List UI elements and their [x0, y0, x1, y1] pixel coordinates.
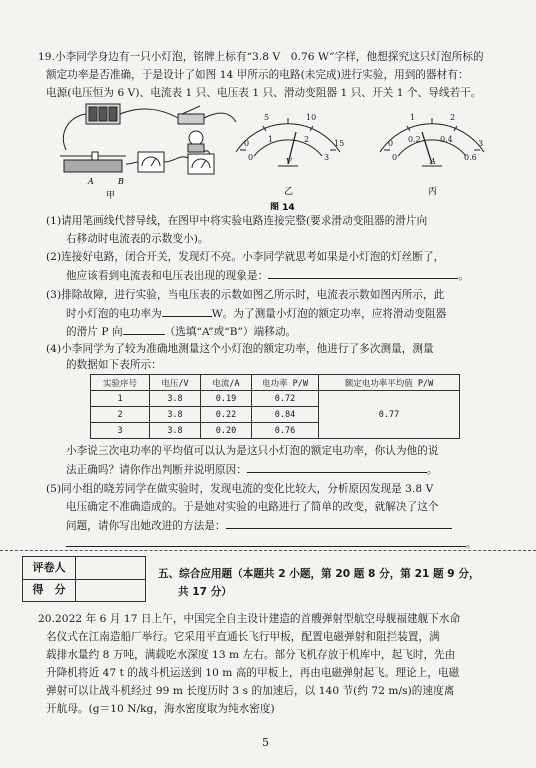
answer-blank-improvement-2[interactable]: [66, 536, 466, 547]
voltmeter-tick-1: 1: [268, 135, 274, 144]
table-cell: 2: [91, 407, 150, 423]
section-5-title-line-2: 共 17 分）: [178, 586, 232, 598]
q19-sub1-line-2: 右移动时电流表的示数变小)。: [66, 233, 209, 245]
q19-sub2-line-1: (2)连接好电路，闭合开关，发现灯不亮。小李同学就思考如果是小灯泡的灯丝断了，: [46, 251, 445, 263]
q19-after-table-line-2: 法正确吗？请你作出判断并说明原因： 。: [66, 464, 438, 476]
table-cell: 0.84: [252, 407, 319, 423]
terminal-b-label: B: [118, 177, 124, 186]
q19-sub3-power-prompt: 时小灯泡的电功率为: [66, 308, 162, 320]
voltmeter-zero-inner: 0: [248, 153, 254, 162]
ammeter-tick-1: 1: [410, 113, 416, 122]
table-header: 电流/A: [201, 375, 252, 391]
q19-line-1: 19.小李同学身边有一只小灯泡，铭牌上标有“3.8 V 0.76 W”字样，他想探究这只灯泡所标的: [38, 51, 484, 63]
figure-caption: 图 14: [270, 203, 295, 210]
q19-sub3-line-2: [66, 306, 446, 321]
table-cell: 0.76: [252, 423, 319, 439]
figure-label-jia: 甲: [106, 191, 116, 201]
figure-label-bing: 丙: [428, 187, 438, 197]
ammeter-tick-2: 2: [450, 113, 456, 122]
q19-sub5-line-3: [66, 518, 452, 533]
table-cell: 0.20: [201, 423, 252, 439]
q19-sub4-line-2: 的数据如下表所示：: [66, 359, 162, 371]
q20-line-3: 载排水量约 8 万吨，满载吃水深度 13 m 左右。部分飞机存放于机库中，起飞时，先由: [46, 649, 456, 661]
q19-sub4-line-1: (4)小李同学为了较为准确地测量这个小灯泡的额定功率，他进行了多次测量，测量: [46, 343, 434, 355]
table-cell: 0.72: [252, 391, 319, 407]
q19-sub2-line-2: 他应该看到电流表和电压表出现的现象是： 。: [66, 270, 469, 282]
figure-label-yi: 乙: [284, 187, 294, 197]
q20-line-4: 升降机将近 47 t 的战斗机运送到 10 m 高的甲板上，再由电磁弹射起飞。理论上，电磁: [46, 667, 460, 679]
score-box: [22, 556, 146, 602]
q19-sub5-prompt: 问题，请你写出她改进的方法是：: [66, 520, 226, 532]
q19-after-table-line-1: 小李说三次电功率的平均值可以认为是这只小灯泡的额定电功率，你认为他的说: [66, 445, 439, 457]
table-cell: 3.8: [150, 391, 201, 407]
q20-line-1: 20.2022 年 6 月 17 日上午，中国完全自主设计建造的首艘弹射型航空母舰福建舰下水命: [38, 613, 461, 625]
voltmeter-max-15: 15: [334, 139, 345, 148]
q19-sub3-slider-prompt: 的滑片 P 向: [66, 326, 123, 338]
grader-label: 评卷人: [23, 557, 76, 579]
ammeter-tick-0.4: 0.4: [440, 135, 453, 144]
ammeter-zero-inner: 0: [392, 153, 398, 162]
answer-blank-improvement-1[interactable]: [226, 518, 452, 529]
q19-sub2-prompt: 他应该看到电流表和电压表出现的现象是：: [66, 270, 269, 282]
table-header: 电压/V: [150, 375, 201, 391]
q19-sub3-line-3: [66, 324, 296, 339]
ammeter-unit: A: [430, 157, 436, 166]
voltmeter-unit: V: [286, 157, 292, 166]
q19-sub1-line-1: (1)请用笔画线代替导线，在图甲中将实验电路连接完整(要求滑动变阻器的滑片向: [46, 215, 428, 227]
table-cell: 1: [91, 391, 150, 407]
ammeter-max-0.6: 0.6: [464, 153, 477, 162]
q19-sub5-line-1: (5)同小组的晓芳同学在做实验时，发现电流的变化比较大，分析原因发现是 3.8 V: [46, 483, 434, 495]
q19-sub5-line-4: 。: [66, 536, 477, 551]
table-header: 实验序号: [91, 375, 150, 391]
q19-sub3-line-1: (3)排除故障，进行实验，当电压表的示数如图乙所示时，电流表示数如图丙所示，此: [46, 289, 445, 301]
section-5-title-line-1: 五、综合应用题（本题共 2 小题，第 20 题 8 分，第 21 题 9 分，: [158, 568, 480, 580]
table-cell: 3.8: [150, 407, 201, 423]
q19-line-3: 电源(电压恒为 6 V)、电流表 1 只、电压表 1 只、滑动变阻器 1 只、开关 1 个、导线若干。: [46, 87, 482, 99]
terminal-a-label: A: [88, 177, 94, 186]
answer-blank-sub2[interactable]: [268, 268, 458, 279]
ammeter-max-3: 3: [478, 139, 484, 148]
voltmeter-zero-outer: 0: [244, 139, 250, 148]
score-row-score: [23, 579, 145, 601]
ammeter-zero-outer: 0: [388, 139, 394, 148]
table-header: 电功率 P/W: [252, 375, 319, 391]
voltmeter-tick-10: 10: [306, 113, 317, 122]
voltmeter-tick-5: 5: [264, 113, 270, 122]
q20-line-6: 开航母。(g＝10 N/kg，海水密度取为纯水密度): [46, 703, 275, 715]
table-header: 额定电功率平均值 P/W: [319, 375, 460, 391]
table-cell: 3.8: [150, 423, 201, 439]
score-row-grader: [23, 557, 145, 580]
page-number: 5: [262, 736, 269, 749]
score-label: 得 分: [23, 579, 76, 601]
answer-blank-direction[interactable]: [123, 324, 165, 335]
section-divider: [0, 550, 536, 551]
q19-sub3-power-suffix: W。为了测量小灯泡的额定功率，应将滑动变阻器: [211, 308, 447, 320]
answer-blank-judgement[interactable]: [247, 462, 427, 473]
q20-line-5: 弹射可以让战斗机经过 99 m 长度历时 3 s 的加速后，以 140 节(约 72 m/s)的速度离: [46, 685, 455, 697]
q19-sub5-line-2: 电压确定不准确造成的。于是她对实验的电路进行了简单的改变，就解决了这个: [66, 501, 439, 513]
table-cell: 3: [91, 423, 150, 439]
q19-line-2: 额定功率是否准确，于是设计了如图 14 甲所示的电路(未完成)进行实验，用到的器材有：: [46, 69, 469, 81]
table-cell: 0.19: [201, 391, 252, 407]
table-header-row: [91, 375, 460, 391]
circuit-diagram: [40, 92, 520, 210]
ammeter-tick-0.2: 0.2: [408, 135, 421, 144]
answer-blank-power[interactable]: [162, 306, 212, 317]
voltmeter-tick-2: 2: [304, 135, 310, 144]
q19-sub3-slider-suffix: （选填“A”或“B”）端移动。: [164, 326, 297, 338]
q19-after-table-prompt: 法正确吗？请你作出判断并说明原因：: [66, 464, 247, 476]
table-average-cell: 0.77: [319, 391, 460, 439]
table-row: [91, 391, 460, 407]
q20-line-2: 名仪式在江南造船厂举行。它采用平直通长飞行甲板，配置电磁弹射和阻拦装置，满: [46, 631, 440, 643]
voltmeter-max-3: 3: [324, 153, 330, 162]
data-table: [90, 374, 460, 439]
table-cell: 0.22: [201, 407, 252, 423]
figure-14: [40, 92, 520, 210]
